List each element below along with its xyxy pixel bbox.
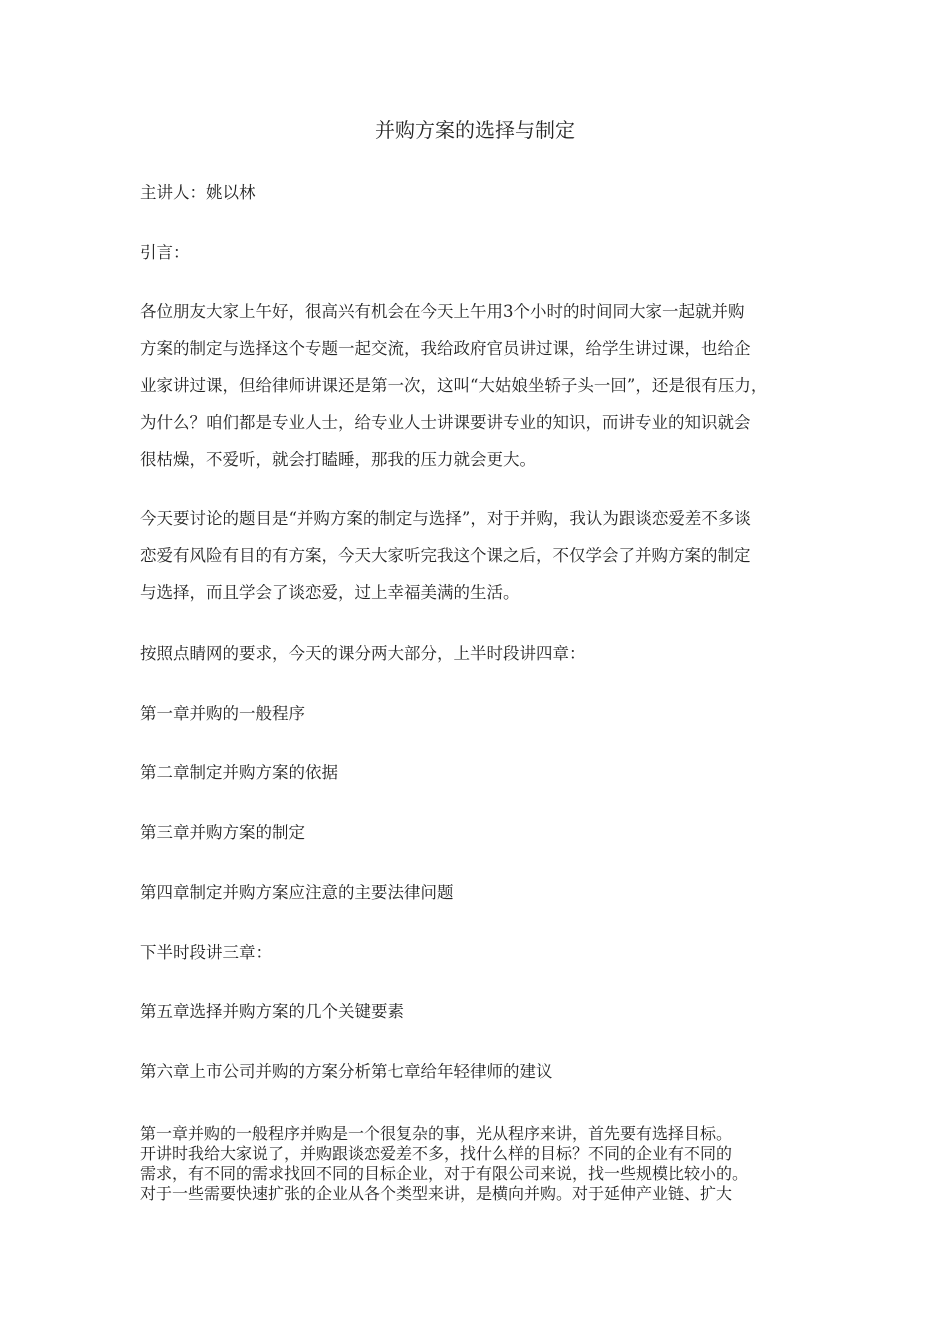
paragraph-line: 各位朋友大家上午好，很高兴有机会在今天上午用3个小时的时间同大家一起就并购	[140, 302, 745, 321]
paragraph-line: 开讲时我给大家说了，并购跟谈恋爱差不多，找什么样的目标？不同的企业有不同的	[140, 1144, 733, 1163]
paragraph-line: 今天要讨论的题目是“并购方案的制定与选择”，对于并购，我认为跟谈恋爱差不多谈	[140, 509, 751, 528]
paragraph-line: 与选择，而且学会了谈恋爱，过上幸福美满的生活。	[140, 583, 520, 602]
chapter-4: 第四章制定并购方案应注意的主要法律问题	[140, 883, 454, 902]
paragraph-line: 为什么？咱们都是专业人士，给专业人士讲课要讲专业的知识，而讲专业的知识就会	[140, 413, 751, 432]
chapter-6-7: 第六章上市公司并购的方案分析第七章给年轻律师的建议	[140, 1062, 553, 1081]
paragraph-line: 很枯燥，不爱听，就会打瞌睡，那我的压力就会更大。	[140, 450, 536, 469]
paragraph-line: 方案的制定与选择这个专题一起交流，我给政府官员讲过课，给学生讲过课，也给企	[140, 339, 751, 358]
document-title: 并购方案的选择与制定	[375, 118, 575, 142]
paragraph-line: 需求，有不同的需求找回不同的目标企业，对于有限公司来说，找一些规模比较小的。	[140, 1164, 749, 1183]
course-outline-intro: 按照点睛网的要求，今天的课分两大部分，上半时段讲四章：	[140, 644, 586, 663]
paragraph-line: 对于一些需要快速扩张的企业从各个类型来讲，是横向并购。对于延伸产业链、扩大	[140, 1184, 733, 1203]
chapter-2: 第二章制定并购方案的依据	[140, 763, 338, 782]
paragraph-line: 第一章并购的一般程序并购是一个很复杂的事，光从程序来讲，首先要有选择目标。	[140, 1124, 733, 1143]
paragraph-line: 恋爱有风险有目的有方案，今天大家听完我这个课之后，不仅学会了并购方案的制定	[140, 546, 751, 565]
paragraph-line: 业家讲过课，但给律师讲课还是第一次，这叫“大姑娘坐轿子头一回”，还是很有压力，	[140, 376, 768, 395]
second-half-heading: 下半时段讲三章：	[140, 943, 272, 962]
chapter-3: 第三章并购方案的制定	[140, 823, 305, 842]
intro-heading: 引言：	[140, 243, 190, 262]
chapter-1: 第一章并购的一般程序	[140, 704, 305, 723]
speaker-line: 主讲人：姚以林	[140, 183, 256, 202]
chapter-5: 第五章选择并购方案的几个关键要素	[140, 1002, 404, 1021]
